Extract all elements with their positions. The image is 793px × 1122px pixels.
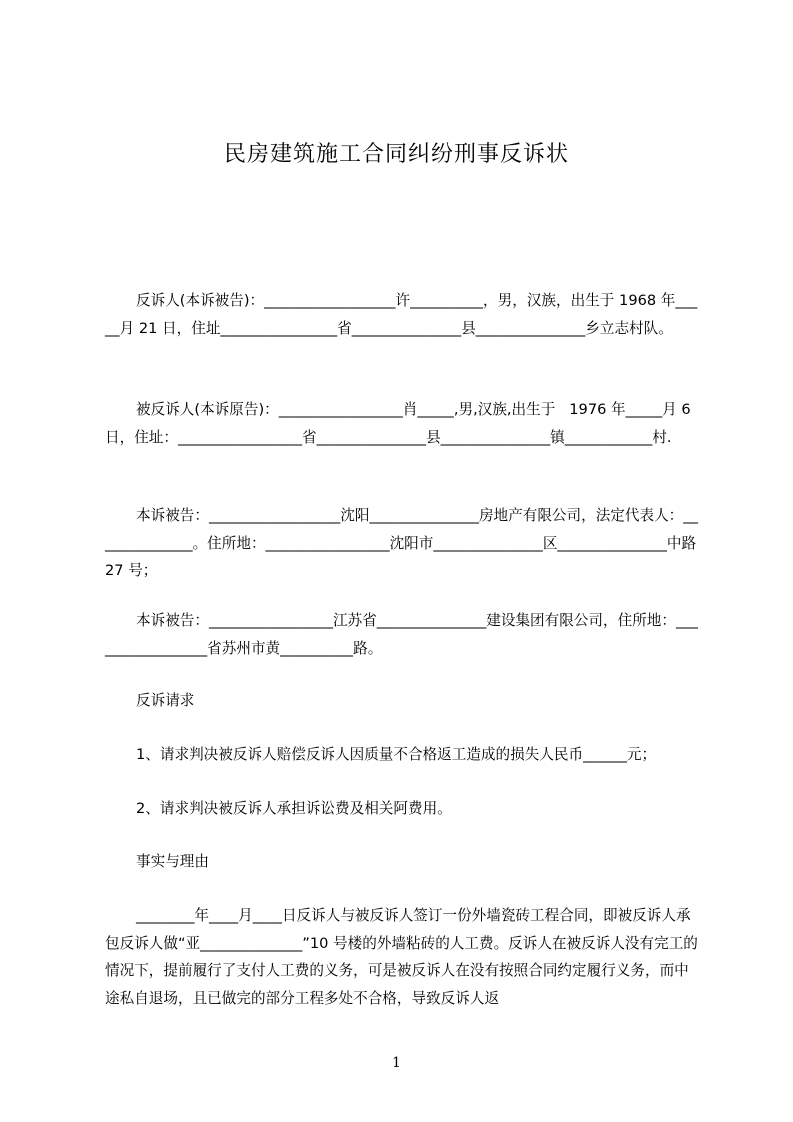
paragraph-defendant-developer: 本诉被告：__________________沈阳_______________房地产有限公司，法定代表人：______________。住所地：_________________沈阳市_______________区_______________中路 27 号； xyxy=(105,507,701,579)
page-number: 1 xyxy=(392,1055,401,1071)
claim-item-2: 2、请求判决被反诉人承担诉讼费及相关阿费用。 xyxy=(136,800,452,817)
section-heading-claims: 反诉请求 xyxy=(136,692,195,709)
paragraph-defendant-construction: 本诉被告：_________________江苏省_______________建设集团有限公司，住所地：_________________省苏州市黄__________路。 xyxy=(105,612,698,657)
claim-item-1: 1、请求判决被反诉人赔偿反诉人因质量不合格返工造成的损失人民币______元； xyxy=(136,746,657,763)
paragraph-counter-defendant: 被反诉人(本诉原告)：_________________肖_____,男,汉族,出生于 1976 年_____月 6 日，住址：_________________省_______________县_______________镇____________村. xyxy=(105,401,696,446)
section-heading-facts: 事实与理由 xyxy=(136,853,209,870)
paragraph-counterclaimant: 反诉人(本诉被告)：__________________许__________，男，汉族，出生于 1968 年_____月 21 日，住址________________省_______________县_______________乡立志村队。 xyxy=(105,292,698,337)
document-title: 民房建筑施工合同纠纷刑事反诉状 xyxy=(223,142,569,167)
paragraph-facts: ________年____月____日反诉人与被反诉人签订一份外墙瓷砖工程合同，即被反诉人承包反诉人做“亚______________”10 号楼的外墙粘砖的人工费。反诉人在被反诉人没有完工的情况下，提前履行了支付人工费的义务，可是被反诉人在没有按照合同约定履行义务，而中途私自退场，且已做完的部分工程多处不合格，导致反诉人返 xyxy=(105,907,698,1007)
